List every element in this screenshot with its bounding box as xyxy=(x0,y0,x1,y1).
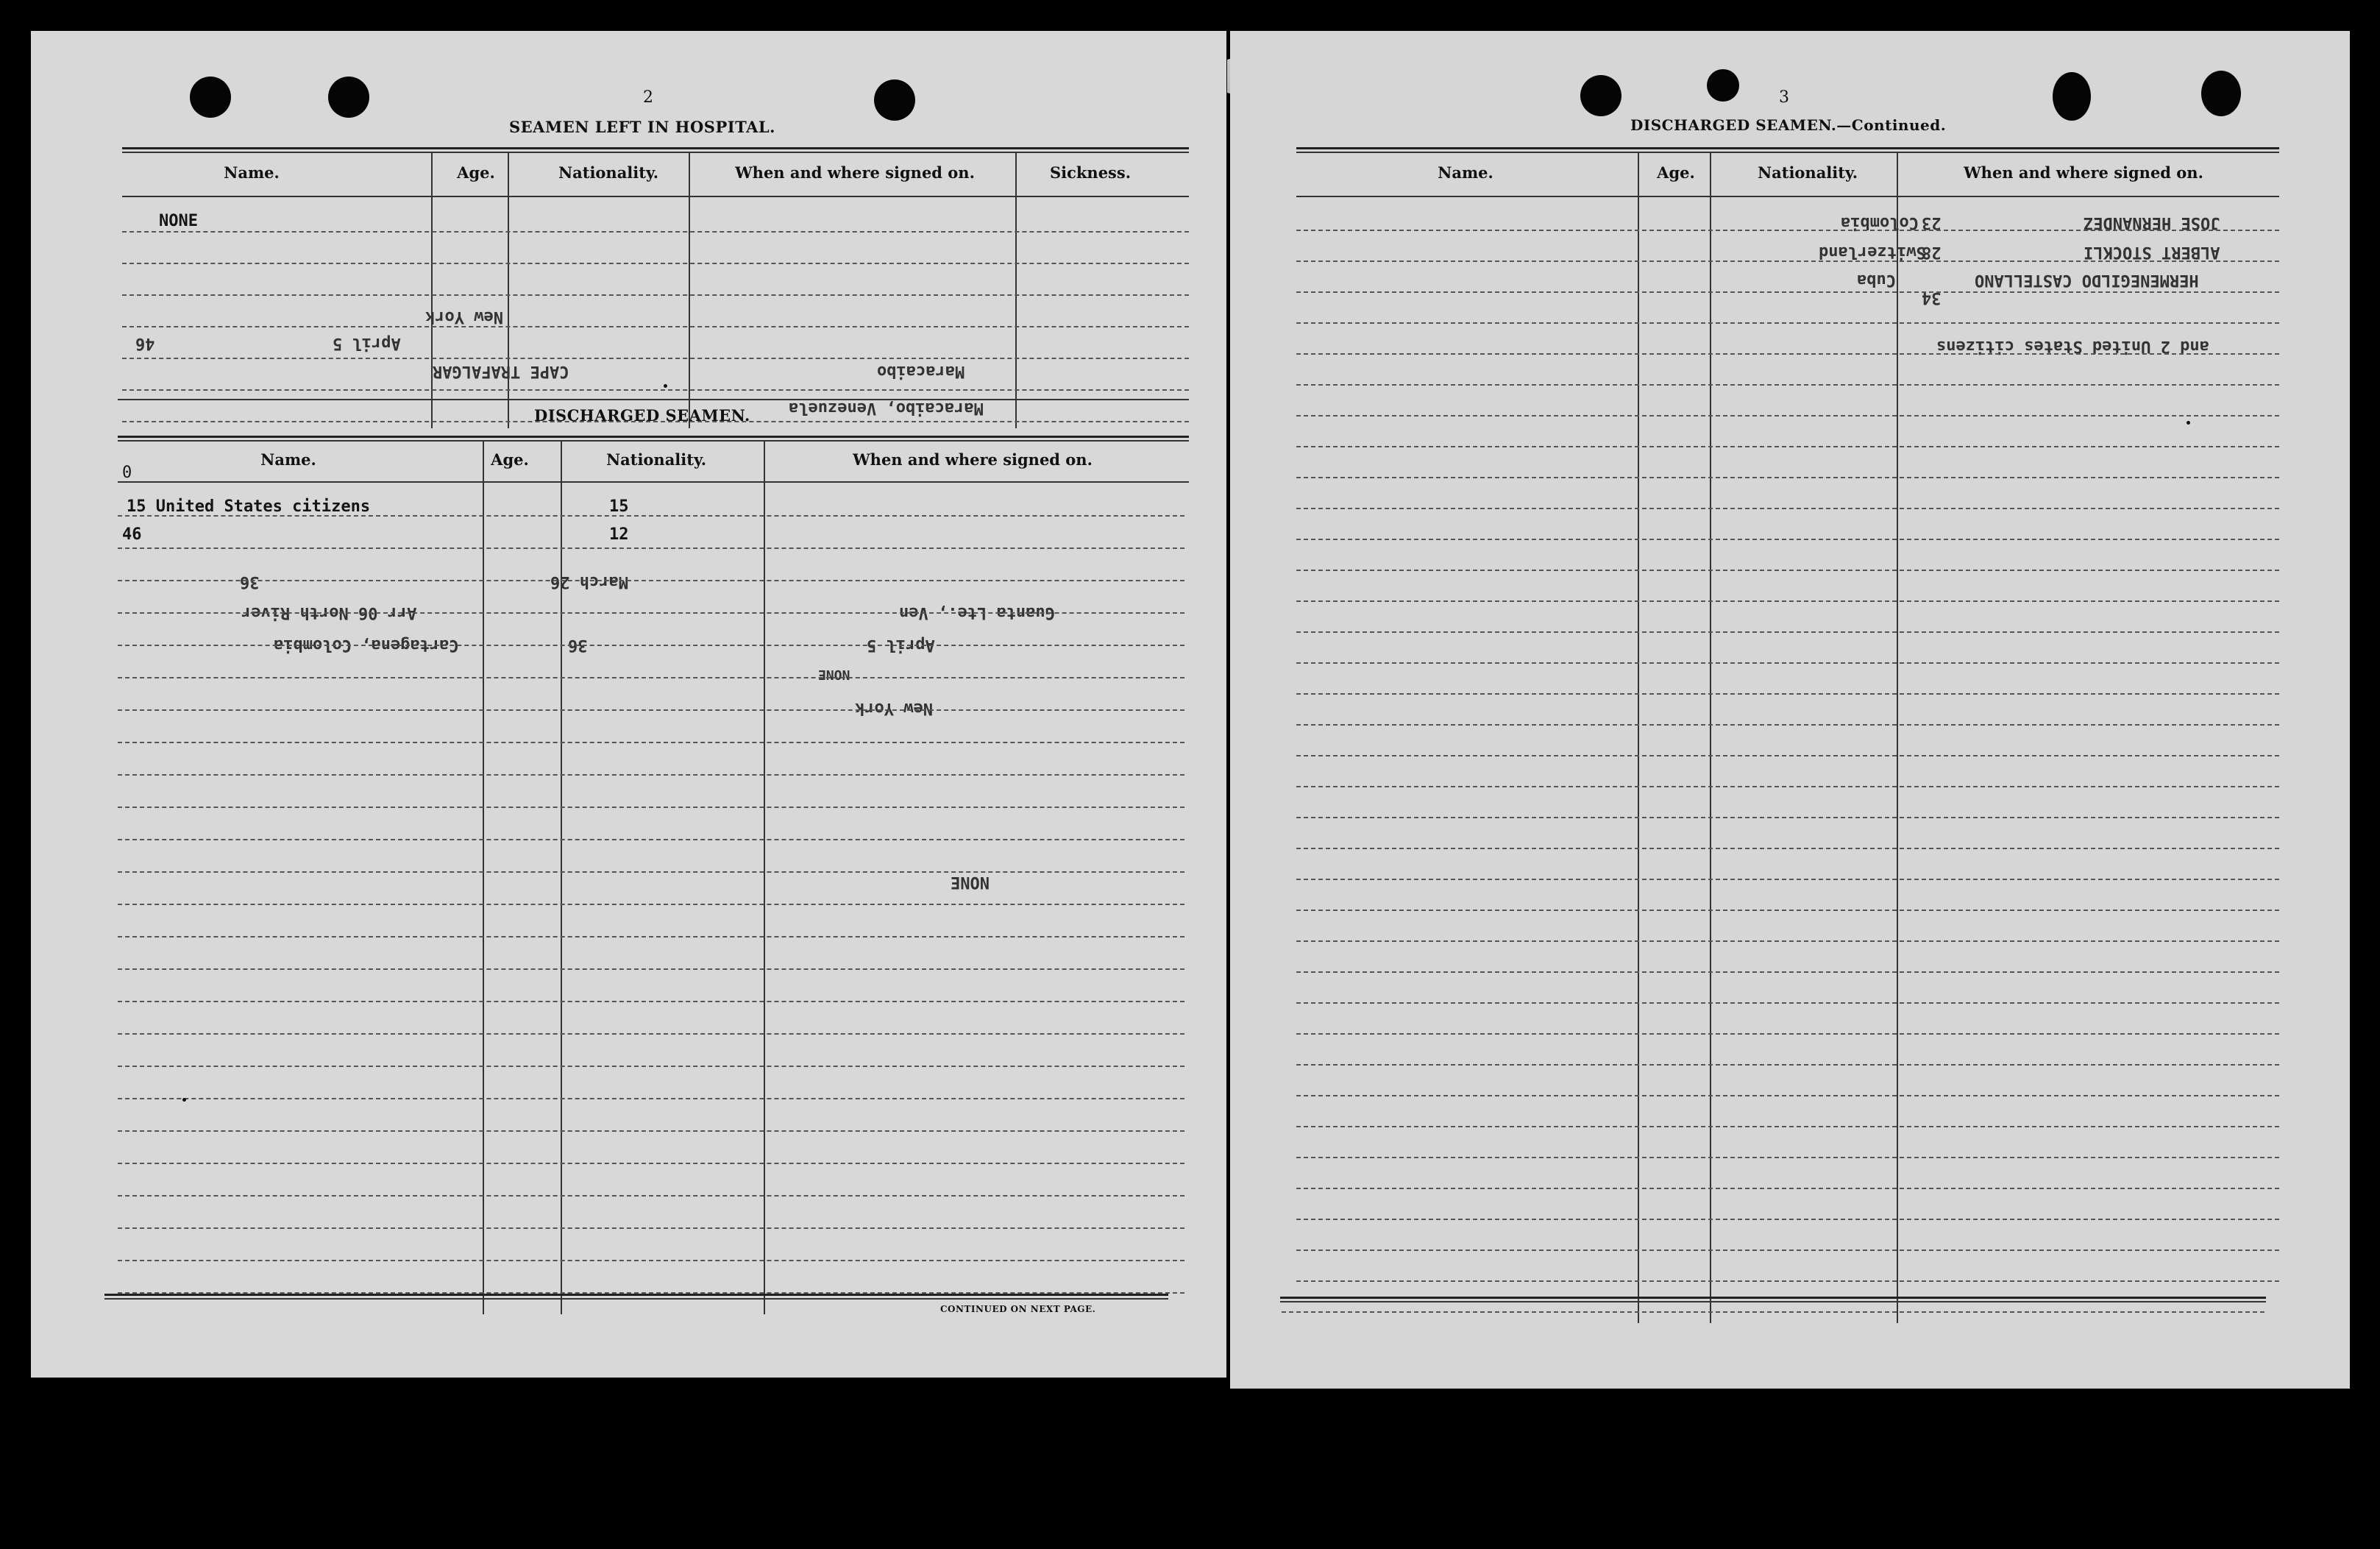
col-header-name: Name. xyxy=(1438,163,1493,182)
table-row-line xyxy=(1296,1250,2279,1251)
right-page xyxy=(1230,31,2350,1389)
table-row-line xyxy=(118,742,1184,743)
right-section-title: DISCHARGED SEAMEN.—Continued. xyxy=(1630,116,1947,134)
table-row-line xyxy=(118,904,1184,905)
col-header-nationality: Nationality. xyxy=(1757,163,1858,182)
bleed-text: April 5 xyxy=(867,636,935,654)
header-rule xyxy=(118,481,1189,483)
col-header-age: Age. xyxy=(457,163,495,182)
col-header-nationality: Nationality. xyxy=(558,163,659,182)
table-row-line xyxy=(118,968,1184,970)
col-header-name: Name. xyxy=(260,450,316,469)
table-bottom-rule xyxy=(104,1298,1168,1300)
table-row-line xyxy=(118,515,1184,517)
punch-hole xyxy=(1707,69,1739,102)
col-header-age: Age. xyxy=(1657,163,1695,182)
table-row-line xyxy=(118,774,1184,776)
page-number: 3 xyxy=(1779,88,1789,107)
table-row-line xyxy=(1296,1064,2279,1066)
table-row-line xyxy=(1296,848,2279,849)
column-divider xyxy=(1897,152,1898,1323)
table-row-line xyxy=(1296,508,2279,509)
table-row-line xyxy=(118,547,1184,549)
ink-dot xyxy=(182,1098,186,1102)
bleed-text: and 2 United States citizens xyxy=(1936,337,2209,355)
table-row-line xyxy=(122,263,1189,264)
table-row-line xyxy=(1296,477,2279,478)
table-row-line xyxy=(1296,1280,2279,1282)
column-divider xyxy=(483,440,484,1314)
table-row-line xyxy=(118,1033,1184,1035)
punch-hole xyxy=(190,77,231,118)
table-row-line xyxy=(1296,786,2279,787)
table-row-line xyxy=(118,1130,1184,1132)
left-page xyxy=(31,31,1226,1378)
table-row-line xyxy=(118,871,1184,873)
table-row-line xyxy=(1296,1126,2279,1127)
table-row-line xyxy=(118,1163,1184,1164)
table-row-line xyxy=(1296,631,2279,633)
ink-dot xyxy=(2187,421,2190,425)
punch-hole xyxy=(2053,72,2091,121)
column-divider xyxy=(561,440,562,1314)
table-row-line xyxy=(1296,415,2279,417)
bleed-text: April 5 xyxy=(333,334,401,352)
table-row-line xyxy=(1296,971,2279,973)
table-row-line xyxy=(1282,1311,2264,1313)
hospital-section-title: SEAMEN LEFT IN HOSPITAL. xyxy=(509,118,775,136)
table-row-line xyxy=(1296,1157,2279,1158)
bleed-text: 28 xyxy=(1922,243,1942,261)
bleed-text: JOSE HERNANDEZ xyxy=(2084,213,2220,232)
bleed-text: Switzerland xyxy=(1819,243,1926,261)
table-row-line xyxy=(1296,291,2279,293)
table-row-line xyxy=(1296,384,2279,386)
table-row-line xyxy=(1296,1219,2279,1220)
table-row-line xyxy=(118,1098,1184,1099)
bleed-text: 36 xyxy=(240,573,260,591)
header-rule xyxy=(1296,196,2279,197)
table-row-line xyxy=(1296,539,2279,540)
bleed-text: Maracaibo xyxy=(877,362,965,380)
table-row-line xyxy=(1296,322,2279,324)
table-row-line xyxy=(1296,879,2279,880)
col-header-nationality: Nationality. xyxy=(605,450,707,469)
bleed-text: NONE xyxy=(951,873,990,891)
col-header-sickness: Sickness. xyxy=(1049,163,1132,182)
table-row-line xyxy=(122,231,1189,233)
bleed-text: 34 xyxy=(1922,288,1942,307)
col-header-signed-on: When and where signed on. xyxy=(735,163,975,182)
table-row-line xyxy=(118,839,1184,840)
table-row-line xyxy=(122,326,1189,327)
table-row-line xyxy=(1296,1188,2279,1189)
table-row-line xyxy=(1296,446,2279,447)
bleed-text: Cartagena, Colombia xyxy=(274,636,459,654)
table-row-line xyxy=(122,389,1189,391)
table-row-line xyxy=(118,580,1184,581)
bleed-text: Guanta Lte., Ven xyxy=(899,603,1055,622)
column-divider xyxy=(508,152,509,428)
table-top-rule xyxy=(1296,147,2279,149)
col-header-signed-on: When and where signed on. xyxy=(1964,163,2203,182)
table-bottom-rule xyxy=(1280,1301,2266,1302)
col-header-age: Age. xyxy=(491,450,529,469)
bleed-text: ALBERT STOCKLI xyxy=(2084,243,2220,261)
table-row-line xyxy=(118,709,1184,711)
bleed-text: 36 xyxy=(568,636,588,654)
table-row-line xyxy=(118,1066,1184,1067)
punch-hole xyxy=(328,77,369,118)
table-row-line xyxy=(1296,260,2279,262)
table-row-line xyxy=(118,807,1184,808)
table-top-rule xyxy=(118,440,1189,442)
table-top-rule xyxy=(118,436,1189,438)
table-row-line xyxy=(118,936,1184,937)
header-rule xyxy=(122,196,1189,197)
table-row-line xyxy=(1296,1095,2279,1096)
table-row-line xyxy=(1296,724,2279,726)
bleed-text: CAPE TRAFALGAR xyxy=(433,362,569,380)
column-divider xyxy=(1015,152,1017,428)
table-row-line xyxy=(122,358,1189,359)
discharged-section-title: DISCHARGED SEAMEN. xyxy=(534,406,750,425)
table-row-line xyxy=(118,1260,1184,1261)
discharged-entry: 15 xyxy=(609,497,629,516)
discharged-entry: 15 United States citizens xyxy=(127,497,371,516)
punch-hole xyxy=(874,79,915,121)
table-row-line xyxy=(1296,600,2279,602)
discharged-entry: 12 xyxy=(609,525,629,544)
table-row-line xyxy=(1296,570,2279,571)
table-row-line xyxy=(118,645,1184,646)
page-number: 2 xyxy=(643,88,653,107)
table-row-line xyxy=(1296,1033,2279,1035)
bleed-text: New York xyxy=(855,699,933,717)
table-row-line xyxy=(1296,817,2279,818)
bleed-text: HERMENEGILDO CASTELLANO xyxy=(1975,271,2199,289)
punch-hole xyxy=(1580,75,1621,116)
table-bottom-rule xyxy=(104,1294,1168,1296)
table-row-line xyxy=(1296,693,2279,695)
bleed-text: March 26 xyxy=(550,573,628,591)
bleed-text: 46 xyxy=(135,334,155,352)
column-divider xyxy=(689,152,690,428)
table-top-rule xyxy=(122,152,1189,153)
column-divider xyxy=(1710,152,1711,1323)
table-row-line xyxy=(118,1001,1184,1002)
continued-note: CONTINUED ON NEXT PAGE. xyxy=(940,1304,1096,1314)
column-divider xyxy=(431,152,433,428)
table-row-line xyxy=(1296,910,2279,911)
hospital-entry-none: NONE xyxy=(159,212,198,230)
table-row-line xyxy=(1296,230,2279,231)
bleed-text: 23 xyxy=(1922,213,1942,232)
table-top-rule xyxy=(122,147,1189,149)
table-row-line xyxy=(1296,353,2279,355)
discharged-entry: 0 xyxy=(122,464,132,482)
column-divider xyxy=(764,440,765,1314)
col-header-name: Name. xyxy=(224,163,280,182)
column-divider xyxy=(1638,152,1639,1323)
table-bottom-rule xyxy=(1280,1297,2266,1299)
bleed-text: NONE xyxy=(818,667,850,682)
table-row-line xyxy=(1296,1002,2279,1004)
section-rule xyxy=(118,399,1189,400)
bleed-text: Maracaibo, Venezuela xyxy=(789,399,984,417)
discharged-entry: 46 xyxy=(122,525,142,544)
bleed-text: Colombia xyxy=(1841,213,1919,232)
table-row-line xyxy=(118,1195,1184,1197)
table-row-line xyxy=(1296,662,2279,664)
ink-dot xyxy=(664,384,667,388)
table-row-line xyxy=(118,677,1184,678)
bleed-text: Cuba xyxy=(1857,271,1896,289)
punch-hole xyxy=(2201,71,2241,116)
bleed-text: New York xyxy=(425,308,503,326)
table-row-line xyxy=(1296,755,2279,756)
col-header-signed-on: When and where signed on. xyxy=(853,450,1093,469)
table-row-line xyxy=(1296,940,2279,942)
table-row-line xyxy=(118,612,1184,614)
bleed-text: Arr 06 North River xyxy=(241,603,417,622)
table-row-line xyxy=(122,294,1189,296)
table-top-rule xyxy=(1296,152,2279,153)
table-row-line xyxy=(118,1227,1184,1229)
